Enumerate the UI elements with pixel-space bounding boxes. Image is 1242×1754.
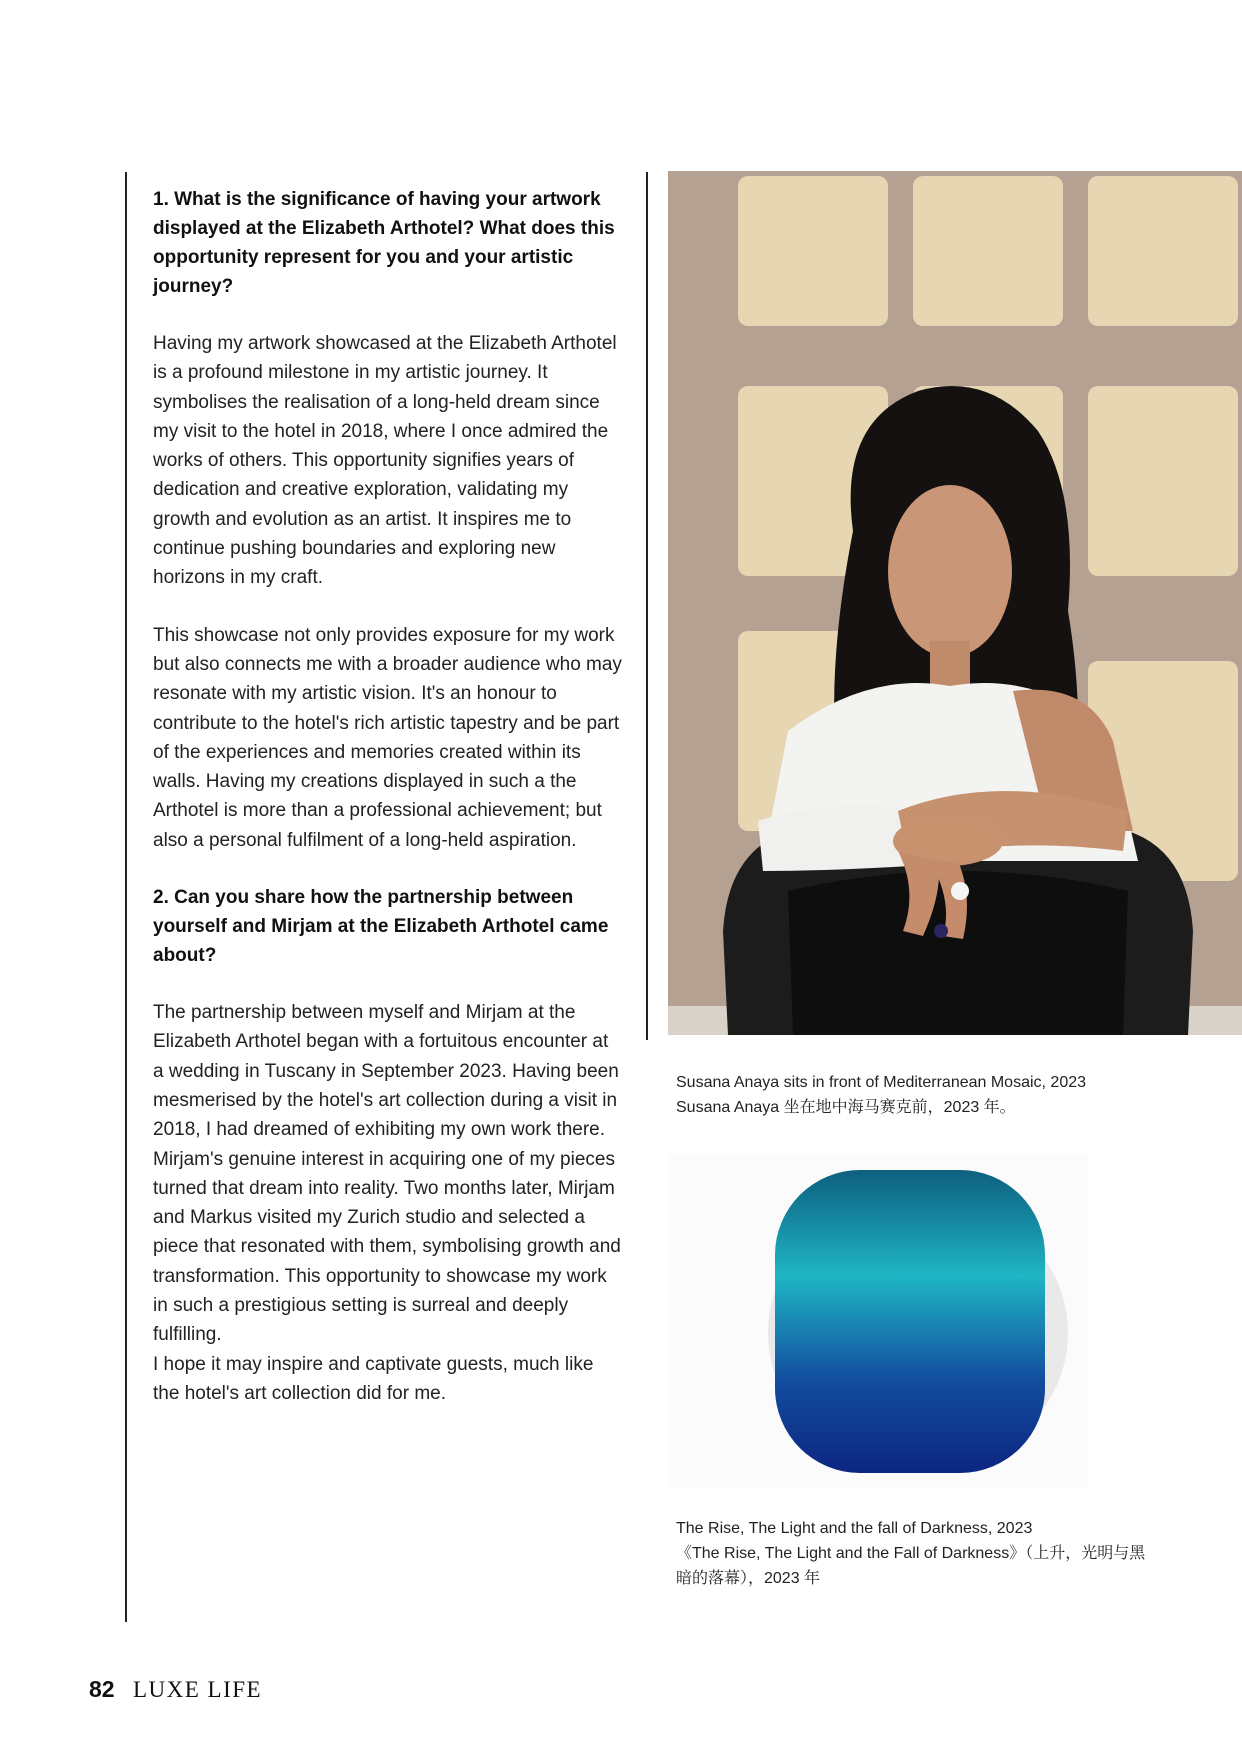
answer-1-paragraph-2: This showcase not only provides exposure for my work but also connects me with a broader audience who may resonate with my artistic vision. It's an honour to contribute to the hotel's rich artistic tapestry and be part of the experiences and memories created within its walls. Having my creations displayed in such a the Arthotel is more than a professional achievement; but also a personal fulfilment of a long-held aspiration. bbox=[153, 624, 622, 851]
portrait-illustration bbox=[668, 171, 1242, 1035]
artist-portrait-photo bbox=[668, 171, 1242, 1035]
ring bbox=[951, 882, 969, 900]
question-1: 1. What is the significance of having your artwork displayed at the Elizabeth Arthotel? What does this opportunity represent for you and your artistic journey? bbox=[153, 189, 615, 297]
portrait-caption: Susana Anaya sits in front of Mediterranean Mosaic, 2023 Susana Anaya 坐在地中海马赛克前，2023 年。 bbox=[676, 1074, 1087, 1116]
column-divider-rule bbox=[646, 172, 648, 1040]
artwork-illustration bbox=[668, 1153, 1088, 1488]
answer-2: The partnership between myself and Mirjam at the Elizabeth Arthotel began with a fortuitous encounter at a wedding in Tuscany in September 2023. Having been mesmerised by the hotel's art collection during a visit in 2018, I had dreamed of exhibiting my own work there. Mirjam's genuine interest in acquiring one of my pieces turned that dream into reality. Two months later, Mirjam and Markus visited my Zurich studio and selected a piece that resonated with them, symbolising growth and transformation. This opportunity to showcase my work in such a prestigious setting is surreal and deeply fulfilling. I hope it may inspire and captivate guests, much like the hotel's art collection did for me. bbox=[153, 1002, 621, 1404]
magazine-name: LUXE LIFE bbox=[132, 1677, 263, 1702]
answer-1-paragraph-1: Having my artwork showcased at the Elizabeth Arthotel is a profound milestone in my artistic journey. It symbolises the realisation of a long-held dream since my visit to the hotel in 2018, where I once admired the works of others. This opportunity signifies years of dedication and creative exploration, validating my growth and evolution as an artist. It inspires me to continue pushing boundaries and exploring new horizons in my craft. bbox=[153, 333, 617, 589]
page-footer bbox=[89, 1673, 262, 1706]
left-column-rule bbox=[125, 172, 127, 1622]
page-number: 82 bbox=[89, 1676, 115, 1702]
artwork-image bbox=[668, 1153, 1088, 1488]
artwork-caption: The Rise, The Light and the fall of Darkness, 2023 《The Rise, The Light and the Fall of Darkness》（上升，光明与黑 暗的落幕），2023 年 bbox=[676, 1520, 1146, 1587]
face bbox=[888, 485, 1012, 657]
woven-artwork bbox=[775, 1170, 1045, 1473]
question-2: 2. Can you share how the partnership between yourself and Mirjam at the Elizabeth Arthotel came about? bbox=[153, 887, 609, 967]
article-text-column bbox=[153, 185, 623, 1436]
